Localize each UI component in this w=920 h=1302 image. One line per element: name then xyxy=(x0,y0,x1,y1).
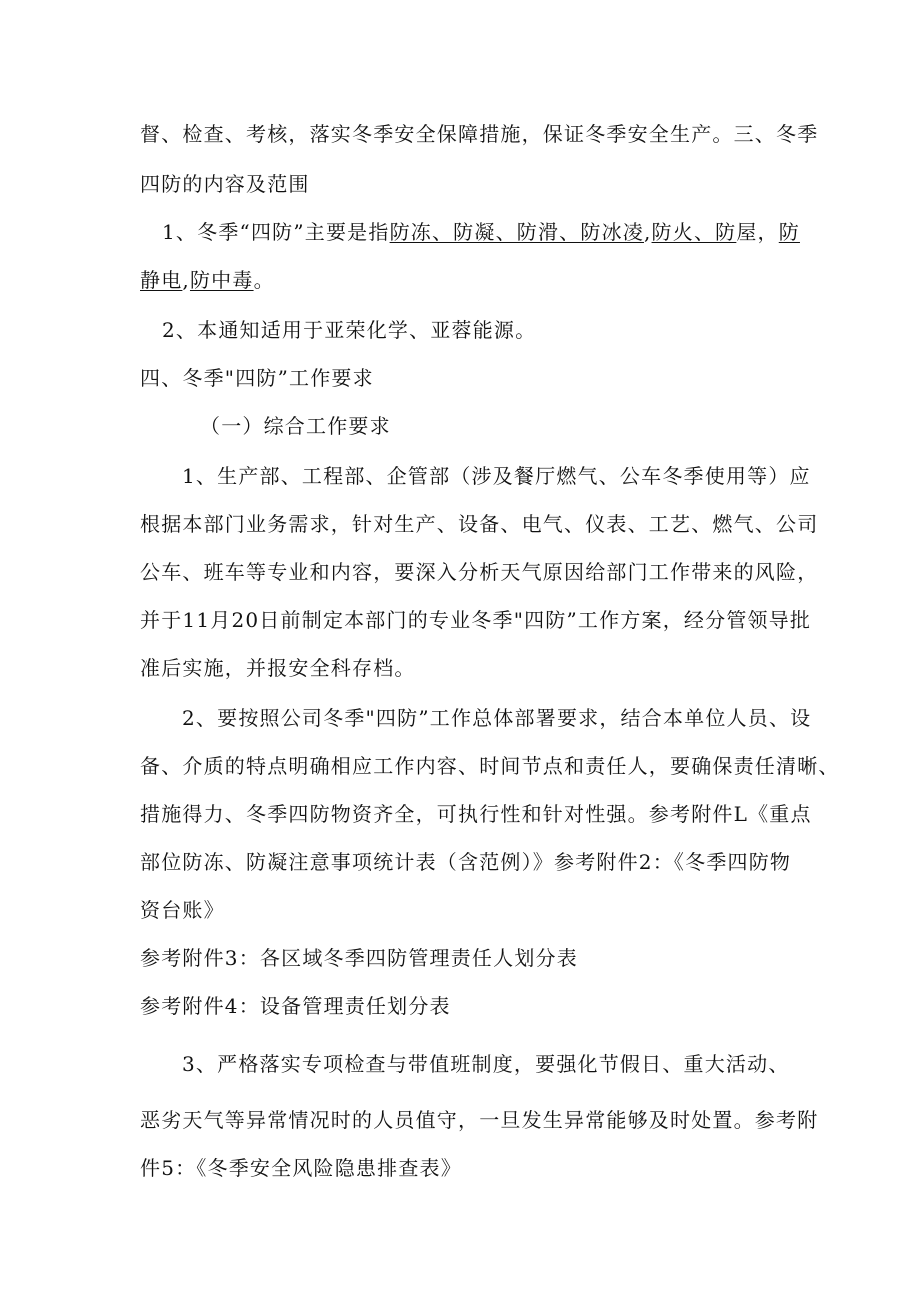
text-run: 1、冬季“四防”主要是指 xyxy=(162,220,390,244)
text-line: 1、生产部、工程部、企管部（涉及餐厅燃气、公车冬季使用等）应 xyxy=(182,464,811,488)
section-heading: 四、冬季"四防”工作要求 xyxy=(140,366,374,390)
text-line: 准后实施，并报安全科存档。 xyxy=(140,656,416,680)
text-line: 2、本通知适用于亚荣化学、亚蓉能源。 xyxy=(162,318,537,342)
text-run: 。 xyxy=(253,268,275,292)
underlined-text: 防火、防 xyxy=(651,220,737,244)
text-line: 资台账》 xyxy=(140,898,225,922)
text-line: 公车、班车等专业和内容，要深入分析天气原因给部门工作带来的风险， xyxy=(140,560,819,584)
text-line: 2、要按照公司冬季"四防”工作总体部署要求，结合本单位人员、设 xyxy=(182,706,812,730)
section-heading: 四防的内容及范围 xyxy=(140,172,310,196)
text-run: , xyxy=(643,220,652,244)
text-line: 3、严格落实专项检查与带值班制度，要强化节假日、重大活动、 xyxy=(182,1052,790,1076)
attachment-reference: 参考附件3：各区域冬季四防管理责任人划分表 xyxy=(140,946,578,970)
text-line: 备、介质的特点明确相应工作内容、时间节点和责任人，要确保责任清晰、 xyxy=(140,754,840,778)
text-line: 并于11月20日前制定本部门的专业冬季"四防”工作方案，经分管领导批 xyxy=(140,608,812,632)
underlined-text: 防中毒 xyxy=(189,268,254,292)
text-line: 件5：《冬季安全风险隐患排查表》 xyxy=(140,1156,462,1180)
text-line xyxy=(140,266,275,294)
underlined-text: 静电 xyxy=(140,268,183,292)
text-line: 部位防冻、防凝注意事项统计表（含范例）》参考附件2：《冬季四防物 xyxy=(140,850,792,874)
attachment-reference: 参考附件4：设备管理责任划分表 xyxy=(140,994,451,1018)
subsection-heading: （一）综合工作要求 xyxy=(200,414,391,438)
text-line: 措施得力、冬季四防物资齐全，可执行性和针对性强。参考附件L《重点 xyxy=(140,802,812,826)
text-line: 督、检查、考核，落实冬季安全保障措施，保证冬季安全生产。三、冬季 xyxy=(140,122,819,146)
text-run: , xyxy=(182,268,190,292)
underlined-text: 防冻、防凝、防滑、防冰凌 xyxy=(389,220,644,244)
text-line: 根据本部门业务需求，针对生产、设备、电气、仪表、工艺、燃气、公司 xyxy=(140,512,819,536)
underlined-text: 防 xyxy=(778,220,800,244)
text-line: 恶劣天气等异常情况时的人员值守，一旦发生异常能够及时处置。参考附 xyxy=(140,1108,819,1132)
text-run: 屋， xyxy=(736,220,779,244)
text-line xyxy=(162,218,800,246)
